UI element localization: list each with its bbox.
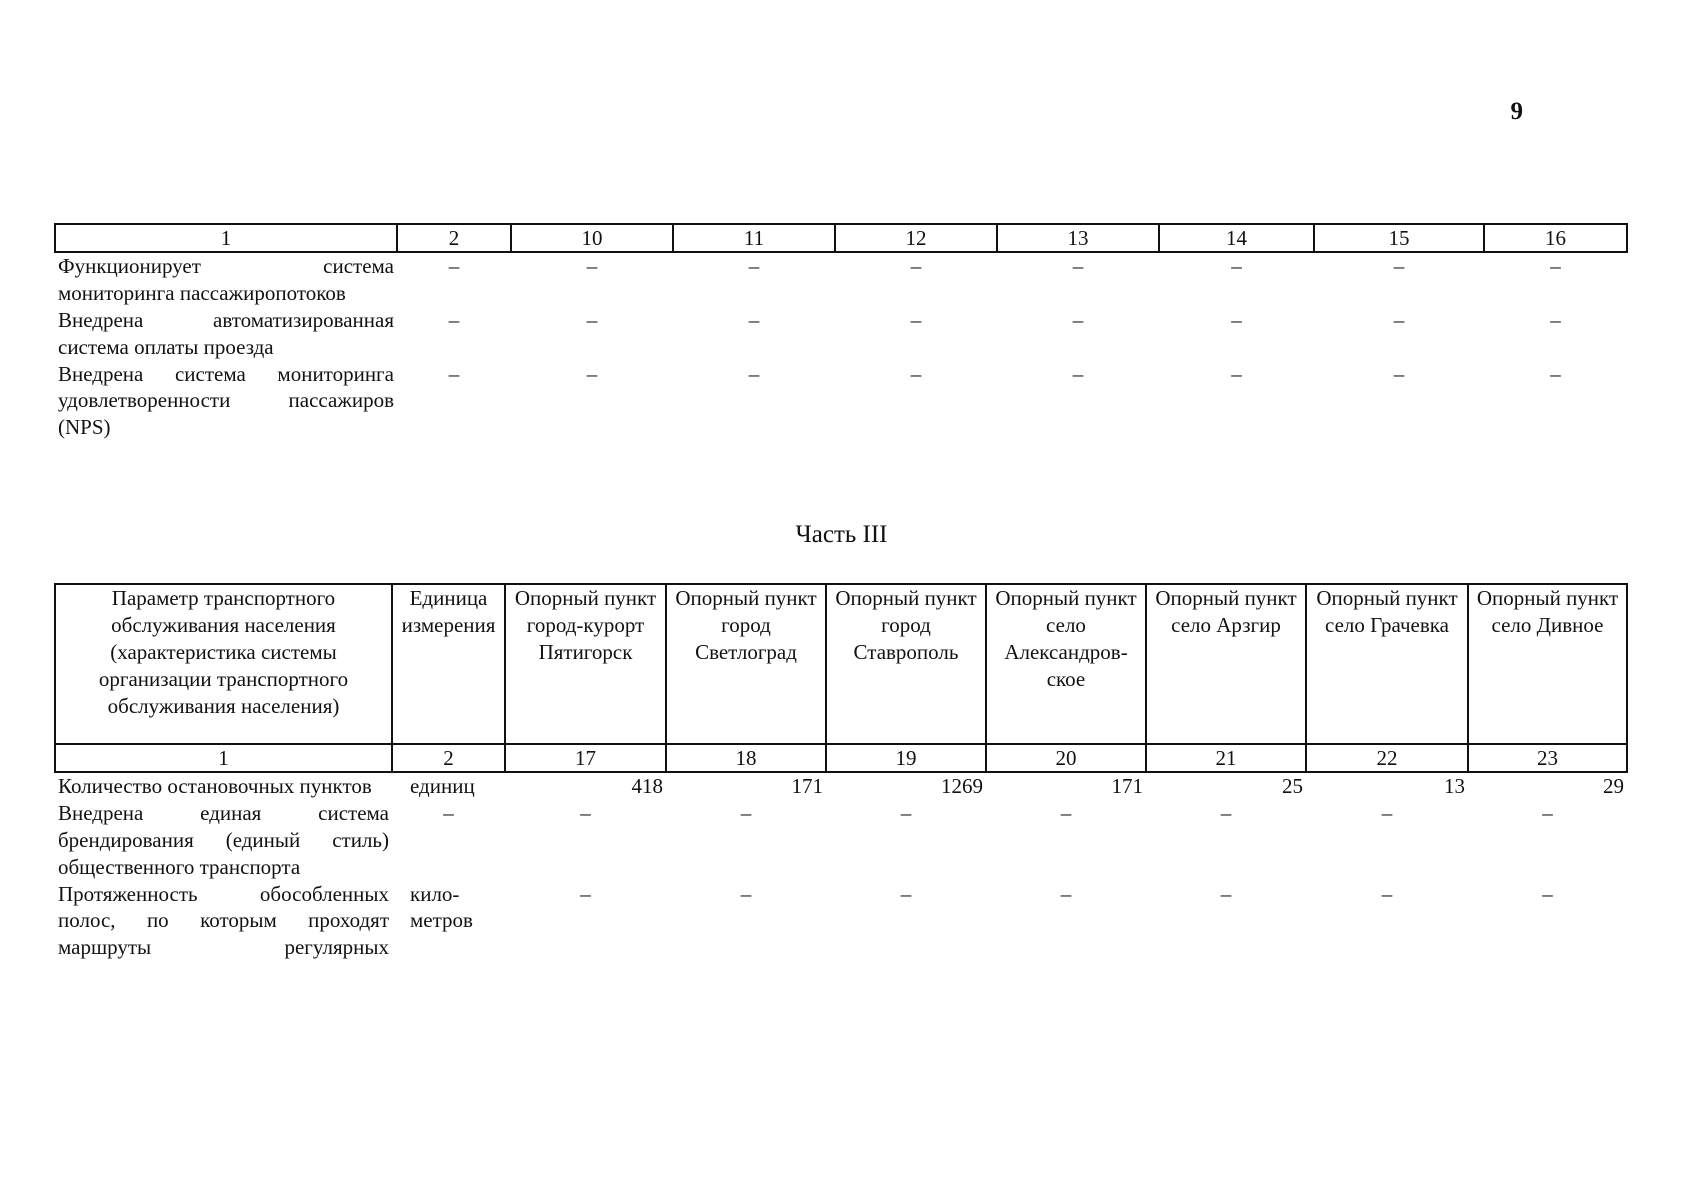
value-cell: – [1072,307,1084,332]
table-row [55,800,1627,881]
value-cell: – [1550,254,1561,278]
value-cell: – [1393,254,1405,278]
value-cell: – [1231,254,1242,278]
column-number-row [55,224,1627,252]
value-cell: – [1393,307,1405,332]
row-label: Внедрена автоматизированная система оплаты проезда [58,307,394,359]
value-cell: – [910,361,922,386]
value-cell: – [1542,881,1553,906]
column-number: 18 [666,744,826,772]
column-number: 2 [397,224,511,252]
part-three-table [54,583,1628,961]
column-number: 19 [826,744,986,772]
column-number: 22 [1306,744,1468,772]
value-cell: – [1060,800,1072,825]
column-number-row [55,744,1627,772]
unit-cell: единиц [410,774,475,798]
column-header: Единица измерения [392,584,505,744]
part-heading: Часть III [795,521,888,548]
value-cell: – [1060,881,1072,906]
column-number: 2 [392,744,505,772]
value-cell: 171 [1111,774,1143,798]
column-number: 1 [55,744,392,772]
continuation-table [54,223,1628,441]
column-header: Параметр транспортного обслуживания населения (характеристика системы организации транспортного обслуживания населения) [55,584,392,744]
value-cell: – [740,800,752,825]
value-cell: – [1220,881,1232,906]
column-header: Опорный пункт город Светлоград [666,584,826,744]
unit-cell: – [448,361,460,386]
value-cell: 25 [1282,774,1303,798]
unit-cell: кило- метров [410,881,473,933]
column-number: 14 [1159,224,1314,252]
row-label: Функционирует система мониторинга пассажиропотоков [58,254,394,305]
value-cell: – [748,254,760,278]
table-row [55,772,1627,800]
value-cell: – [740,881,752,906]
column-number: 21 [1146,744,1306,772]
column-number: 15 [1314,224,1484,252]
value-cell: – [900,800,912,825]
column-number: 23 [1468,744,1627,772]
column-header: Опорный пункт село Александров-ское [986,584,1146,744]
row-label: Протяженность обособленных полос, по которым проходят маршруты регулярных [58,881,389,960]
value-cell: 13 [1444,774,1465,798]
value-cell: – [586,254,598,278]
value-cell: – [586,307,598,332]
value-cell: – [1550,307,1561,332]
value-cell: 29 [1603,774,1624,798]
value-cell: – [748,307,760,332]
row-label: Количество остановочных пунктов [58,774,372,798]
value-cell: – [1231,361,1242,386]
column-header: Опорный пункт город Ставрополь [826,584,986,744]
header-row [55,584,1627,744]
value-cell: – [900,881,912,906]
table-row [55,252,1627,307]
column-number: 20 [986,744,1146,772]
table-row [55,881,1627,962]
value-cell: – [910,307,922,332]
unit-cell: – [448,254,460,278]
value-cell: – [1072,254,1084,278]
value-cell: – [580,800,591,825]
value-cell: – [580,881,591,906]
value-cell: – [748,361,760,386]
column-number: 11 [673,224,835,252]
value-cell: – [1231,307,1242,332]
column-number: 10 [511,224,673,252]
value-cell: 418 [631,774,663,798]
column-header: Опорный пункт село Дивное [1468,584,1627,744]
value-cell: – [1381,800,1393,825]
column-header: Опорный пункт село Грачевка [1306,584,1468,744]
value-cell: – [1550,361,1561,386]
column-number: 1 [55,224,397,252]
value-cell: – [1220,800,1232,825]
table-row [55,361,1627,442]
unit-cell: – [443,800,454,825]
column-number: 16 [1484,224,1627,252]
value-cell: – [910,254,922,278]
value-cell: – [1393,361,1405,386]
column-number: 13 [997,224,1159,252]
value-cell: 1269 [941,774,983,798]
value-cell: – [1072,361,1084,386]
page-number: 9 [1510,98,1523,125]
row-label: Внедрена система мониторинга удовлетворенности пассажиров (NPS) [58,361,394,440]
table-row [55,307,1627,361]
column-header: Опорный пункт село Арзгир [1146,584,1306,744]
column-number: 17 [505,744,666,772]
value-cell: – [586,361,598,386]
value-cell: 171 [791,774,823,798]
column-number: 12 [835,224,997,252]
unit-cell: – [448,307,460,332]
value-cell: – [1381,881,1393,906]
row-label: Внедрена единая система брендирования (единый стиль) общественного транспорта [58,800,389,879]
column-header: Опорный пункт город-курорт Пятигорск [505,584,666,744]
value-cell: – [1542,800,1553,825]
